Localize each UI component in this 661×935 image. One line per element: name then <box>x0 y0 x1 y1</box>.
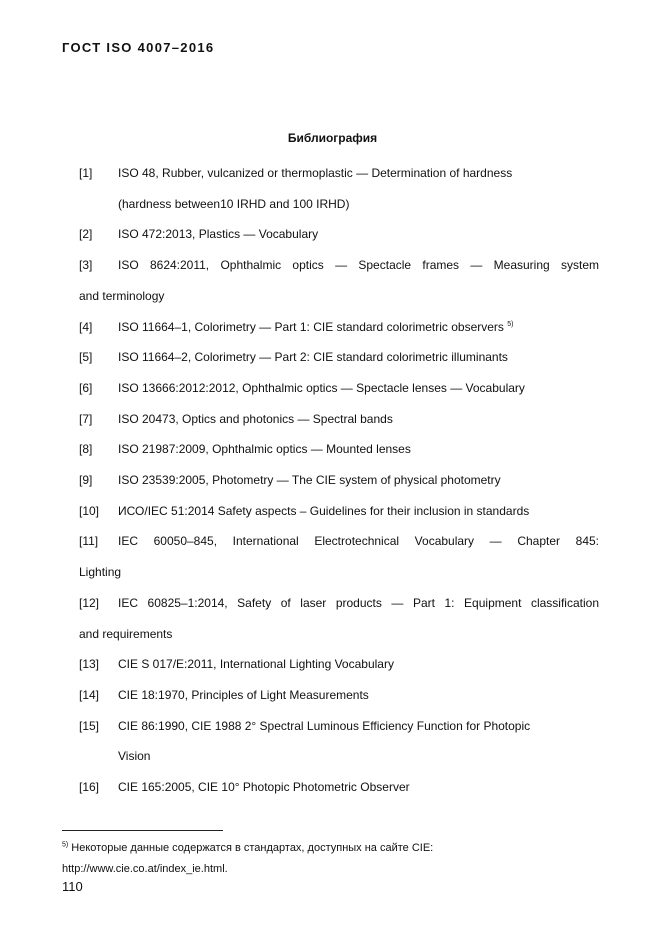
entry-text: ISO 11664–2, Colorimetry — Part 2: CIE standard colorimetric illuminants <box>118 350 508 365</box>
entry-number: [3] <box>79 258 93 273</box>
bibliography-entry <box>79 649 599 680</box>
entry-number: [11] <box>79 534 99 549</box>
bibliography-entry <box>79 465 599 496</box>
entry-number: [1] <box>79 166 93 180</box>
footnote <box>62 838 433 880</box>
bibliography-entry <box>79 404 599 435</box>
entry-text: ISO 13666:2012:2012, Ophthalmic optics — Spectacle lenses — Vocabulary <box>118 380 525 395</box>
entry-number: [16] <box>79 780 100 795</box>
footnote-divider <box>62 830 223 831</box>
entry-number: [5] <box>79 350 93 365</box>
bibliography-entry <box>79 250 599 311</box>
footnote-url[interactable]: http://www.cie.co.at/index_ie.html. <box>62 863 228 875</box>
entry-text: CIE 165:2005, CIE 10° Photopic Photometric Observer <box>118 780 410 795</box>
entry-text: ISO 20473, Optics and photonics — Spectral bands <box>118 411 393 426</box>
entry-continuation: Lighting <box>79 565 122 580</box>
entry-text: ISO 11664–1, Colorimetry — Part 1: CIE standard colorimetric observers <box>118 319 504 334</box>
bibliography-entry <box>79 434 599 465</box>
entry-text: CIE S 017/E:2011, International Lighting Vocabulary <box>118 657 394 672</box>
bibliography-entry <box>79 312 599 343</box>
entry-text: ISO 23539:2005, Photometry — The CIE system of physical photometry <box>118 473 501 488</box>
entry-text: ISO 472:2013, Plastics — Vocabulary <box>118 227 319 242</box>
bibliography-entry <box>79 772 599 803</box>
bibliography-entry <box>79 158 599 219</box>
entry-text: ИСО/IEC 51:2014 Safety aspects – Guidelines for their inclusion in standards <box>118 503 530 518</box>
entry-number: [2] <box>79 227 93 242</box>
bibliography-entry <box>79 219 599 250</box>
bibliography-entry <box>79 373 599 404</box>
entry-number: [14] <box>79 687 100 702</box>
entry-number: [10] <box>79 503 100 518</box>
entry-number: [13] <box>79 657 100 672</box>
bibliography-entry <box>79 526 599 587</box>
entry-number: [4] <box>79 319 93 334</box>
entry-text: ISO 48, Rubber, vulcanized or thermoplastic — Determination of hardness <box>118 166 513 180</box>
bibliography-entry <box>79 496 599 527</box>
entry-text: IEC 60825–1:2014, Safety of laser products — Part 1: Equipment classification <box>118 595 599 610</box>
entry-text: CIE 18:1970, Principles of Light Measurements <box>118 687 369 702</box>
bibliography-entry <box>79 680 599 711</box>
bibliography-entry <box>79 342 599 373</box>
entry-text: ISO 21987:2009, Ophthalmic optics — Mounted lenses <box>118 442 411 457</box>
entry-continuation: and requirements <box>79 626 173 641</box>
document-header: ГОСТ ISO 4007–2016 <box>62 40 215 55</box>
page-number: 110 <box>62 879 83 894</box>
entry-text: ISO 8624:2011, Ophthalmic optics — Spectacle frames — Measuring system <box>118 258 599 273</box>
footnote-text: Некоторые данные содержатся в стандартах, доступных на сайте CIE: <box>71 842 434 854</box>
entry-text: IEC 60050–845, International Electrotechnical Vocabulary — Chapter 845: <box>118 534 599 549</box>
footnote-reference[interactable]: 5) <box>507 320 514 328</box>
section-title: Библиография <box>287 131 378 145</box>
entry-number: [15] <box>79 718 100 733</box>
entry-number: [7] <box>79 411 93 426</box>
entry-continuation: and terminology <box>79 288 165 303</box>
bibliography-entry <box>79 588 599 649</box>
entry-number: [6] <box>79 380 93 395</box>
entry-number: [12] <box>79 595 100 610</box>
entry-continuation: Vision <box>118 749 151 764</box>
entry-continuation: (hardness between10 IRHD and 100 IRHD) <box>118 196 350 211</box>
bibliography-entry <box>79 711 599 772</box>
entry-number: [8] <box>79 442 93 457</box>
footnote-mark: 5) <box>62 841 69 849</box>
entry-number: [9] <box>79 473 93 488</box>
entry-text: CIE 86:1990, CIE 1988 2° Spectral Luminous Efficiency Function for Photopic <box>118 718 531 733</box>
bibliography-list <box>79 158 599 803</box>
